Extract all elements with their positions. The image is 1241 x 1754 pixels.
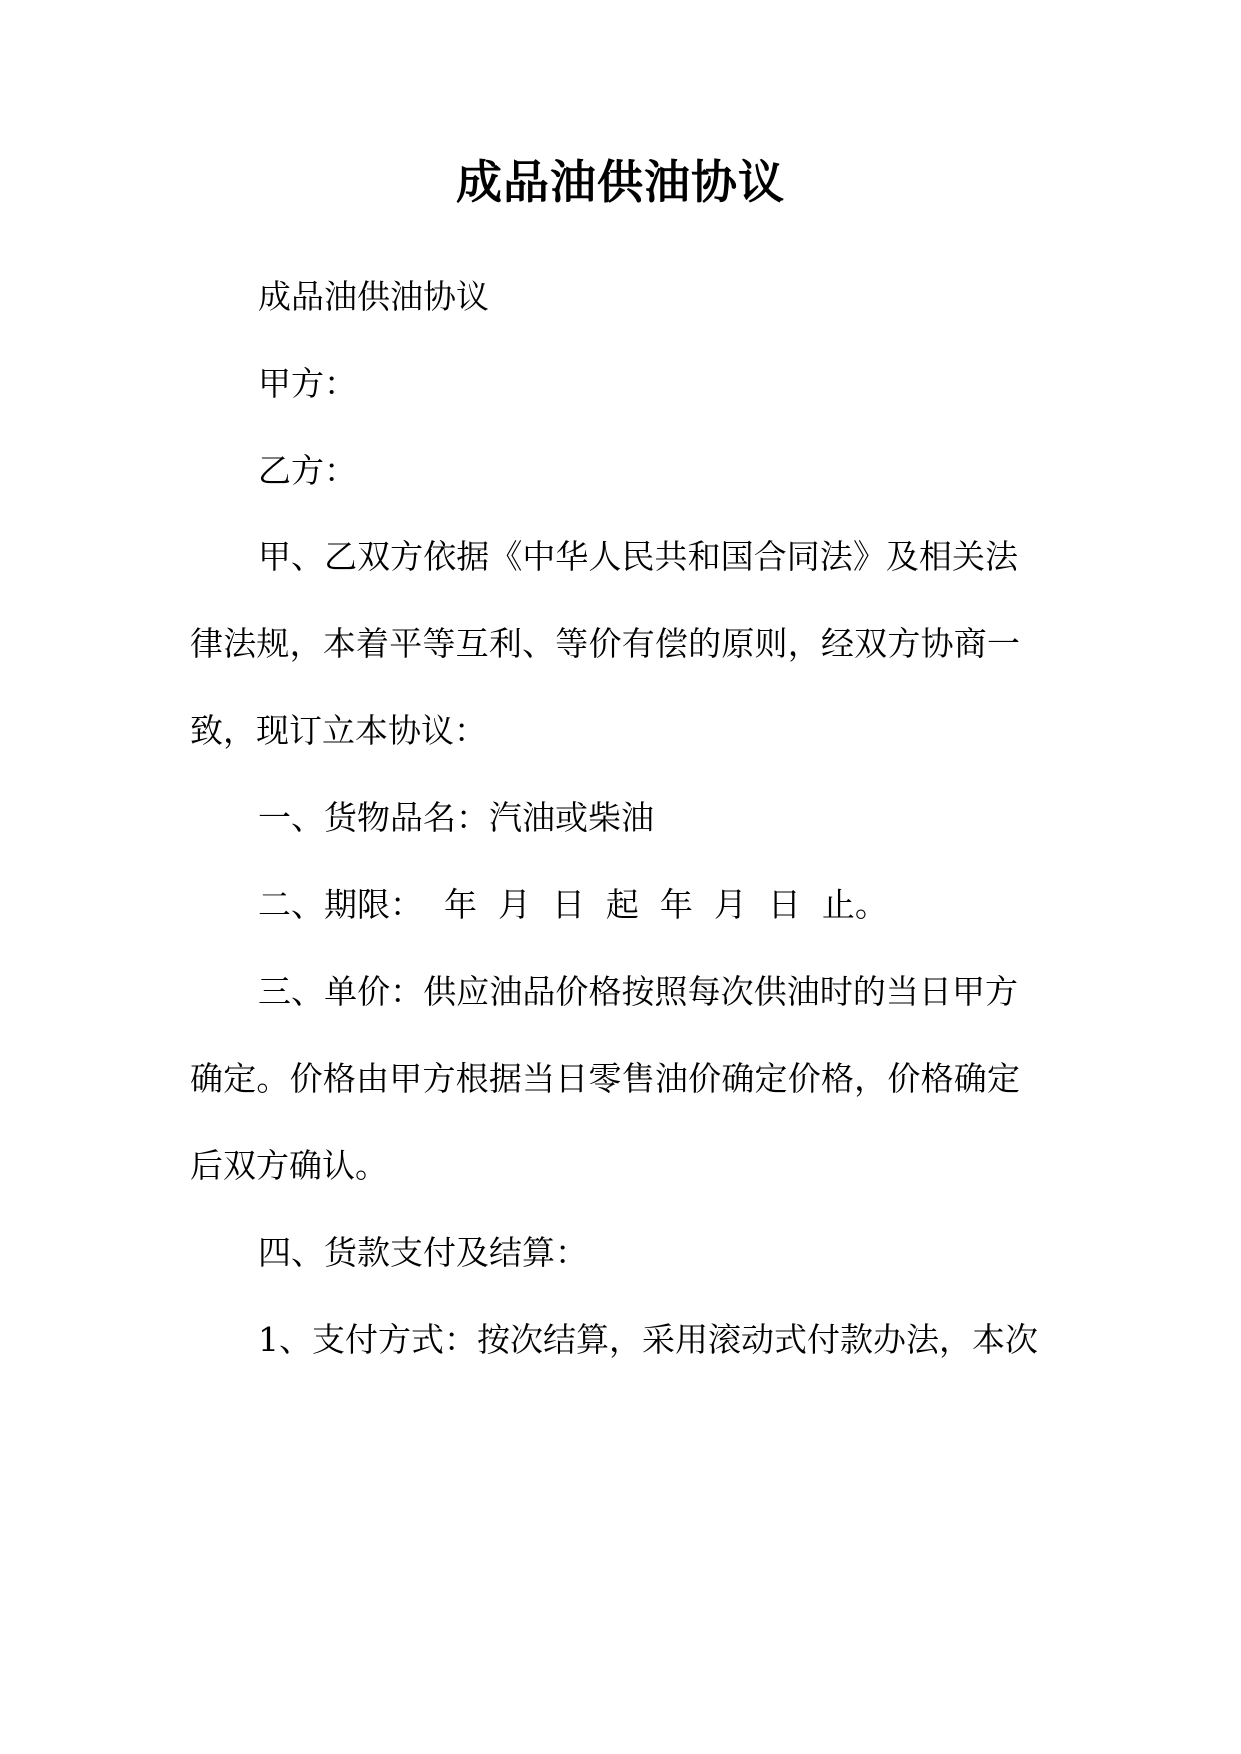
preamble-line-2: 律法规，本着平等互利、等价有偿的原则，经双方协商一: [190, 624, 1020, 663]
clause-1-goods: 一、货物品名：汽油或柴油: [258, 798, 654, 837]
clause-3-price-line-1: 三、单价：供应油品价格按照每次供油时的当日甲方: [258, 972, 1018, 1011]
party-a-line: 甲方：: [258, 364, 357, 403]
clause-4-item-1: 1、支付方式：按次结算，采用滚动式付款办法，本次: [258, 1320, 1038, 1359]
clause-3-price-line-3: 后双方确认。: [190, 1146, 388, 1185]
clause-4-heading: 四、货款支付及结算：: [258, 1233, 588, 1272]
clause-3-price-line-2: 确定。价格由甲方根据当日零售油价确定价格，价格确定: [190, 1059, 1020, 1098]
clause-2-term: 二、期限： 年 月 日 起 年 月 日 止。: [258, 885, 888, 924]
preamble-line-1: 甲、乙双方依据《中华人民共和国合同法》及相关法: [258, 537, 1018, 576]
document-title: 成品油供油协议: [456, 155, 785, 209]
preamble-line-3: 致，现订立本协议：: [190, 711, 487, 750]
party-b-line: 乙方：: [258, 451, 357, 490]
subtitle-line: 成品油供油协议: [258, 277, 489, 316]
